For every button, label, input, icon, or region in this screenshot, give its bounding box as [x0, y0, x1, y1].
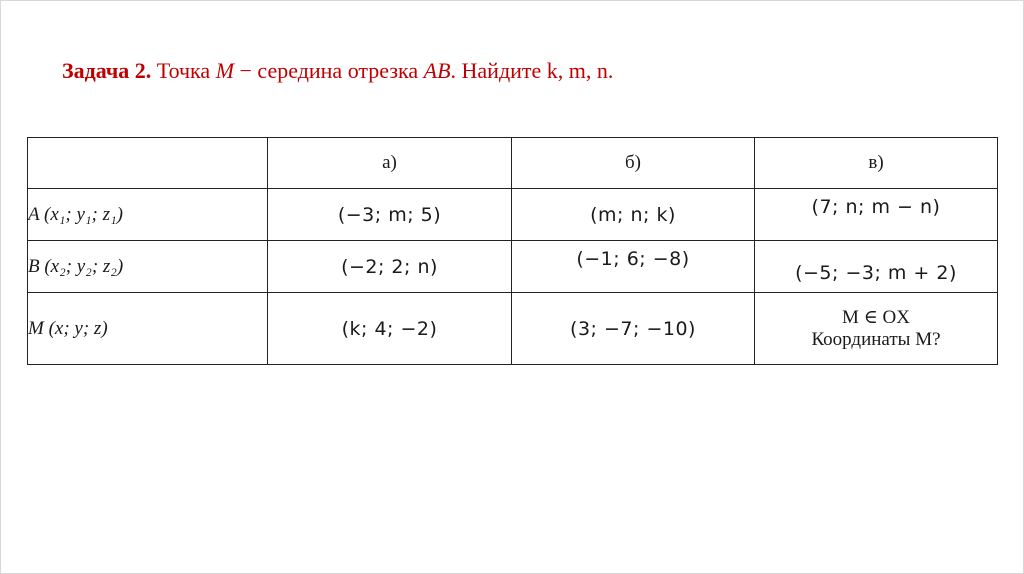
cell-b-b-wrap	[512, 241, 755, 293]
note-line-2: Координаты M?	[811, 328, 941, 350]
cell-b-v: (−5; −3; m + 2)	[795, 261, 957, 284]
row-label-b: B (x₂; y₂; z₂)	[28, 241, 268, 293]
note-line-1: M ∈ OX	[842, 306, 910, 328]
cell-m-v	[755, 293, 998, 365]
table-row-b	[28, 241, 998, 293]
cell-m-a: (k; 4; −2)	[268, 293, 512, 365]
header-empty-cell	[28, 138, 268, 189]
task-text-2: − середина отрезка	[234, 58, 424, 83]
task-point: M	[215, 58, 235, 83]
header-b: б)	[512, 138, 755, 189]
row-label-m: M (x; y; z)	[28, 293, 268, 365]
row-label-a: A (x₁; y₁; z₁)	[28, 189, 268, 241]
task-text-1: Точка	[151, 58, 216, 83]
cell-b-b: (−1; 6; −8)	[576, 247, 690, 270]
cell-a-b: (m; n; k)	[512, 189, 755, 241]
task-label: Задача 2.	[62, 58, 152, 83]
table-row-m	[28, 293, 998, 365]
cell-b-a: (−2; 2; n)	[268, 241, 512, 293]
task-title	[62, 58, 613, 84]
header-a: а)	[268, 138, 512, 189]
cell-a-v: (7; n; m − n)	[811, 195, 941, 218]
cell-m-b: (3; −7; −10)	[512, 293, 755, 365]
header-v: в)	[755, 138, 998, 189]
cell-a-v-wrap	[755, 189, 998, 241]
cell-a-a: (−3; m; 5)	[268, 189, 512, 241]
table-header-row	[28, 138, 998, 189]
coordinates-table	[27, 137, 998, 365]
cell-b-v-wrap	[755, 241, 998, 293]
task-text-3: . Найдите k, m, n.	[450, 58, 614, 83]
task-segment: AB	[423, 58, 451, 83]
table-row-a	[28, 189, 998, 241]
